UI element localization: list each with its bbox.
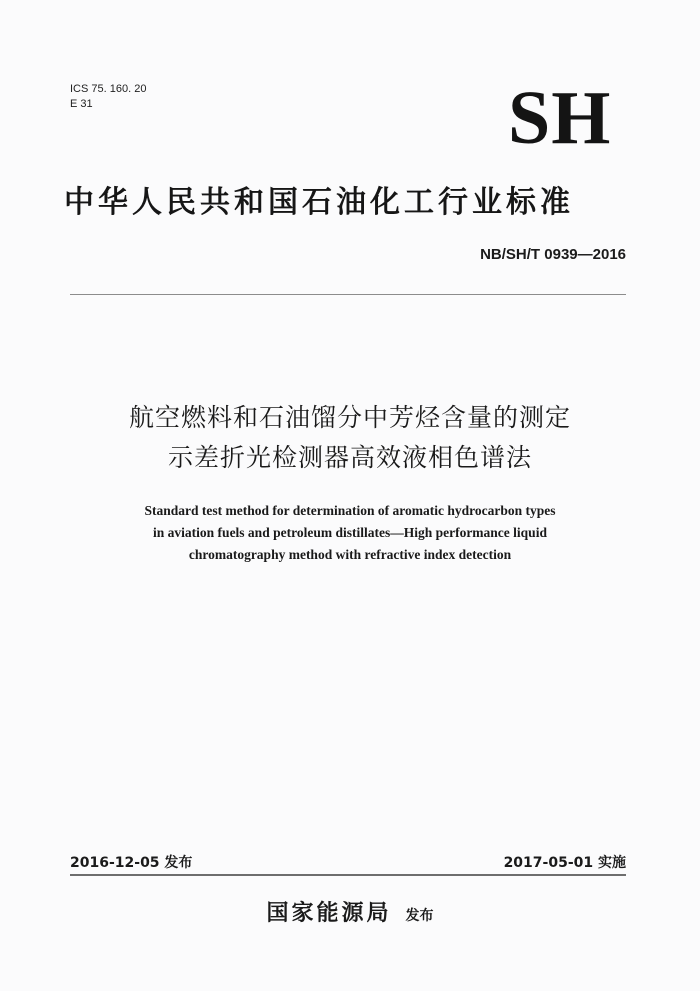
- issue-date: 2016-12-05 发布: [70, 855, 193, 871]
- publisher-line: [0, 896, 700, 927]
- ccs-code: E 31: [70, 98, 93, 110]
- english-title-line-2: in aviation fuels and petroleum distillates—High performance liquid: [153, 525, 547, 540]
- bottom-divider: [70, 874, 626, 876]
- implementation-date: 2017-05-01 实施: [503, 855, 626, 871]
- standard-category-title: 中华人民共和国石油化工行业标准: [64, 185, 574, 220]
- chinese-title-line-2: 示差折光检测器高效液相色谱法: [167, 443, 532, 472]
- top-divider: [70, 294, 626, 295]
- standard-number: NB/SH/T 0939—2016: [480, 246, 626, 263]
- ics-code: ICS 75. 160. 20: [70, 83, 147, 95]
- chinese-title-line-1: 航空燃料和石油馏分中芳烃含量的测定: [128, 403, 571, 432]
- sh-logo: SH: [508, 76, 612, 160]
- publisher-action: 发布: [405, 908, 434, 924]
- chinese-title: [0, 398, 700, 478]
- english-title-line-1: Standard test method for determination of aromatic hydrocarbon types: [144, 503, 556, 518]
- publisher-name: 国家能源局: [266, 901, 392, 926]
- classification-codes: [70, 82, 146, 112]
- english-title: [0, 500, 700, 566]
- english-title-line-3: chromatography method with refractive index detection: [188, 547, 512, 562]
